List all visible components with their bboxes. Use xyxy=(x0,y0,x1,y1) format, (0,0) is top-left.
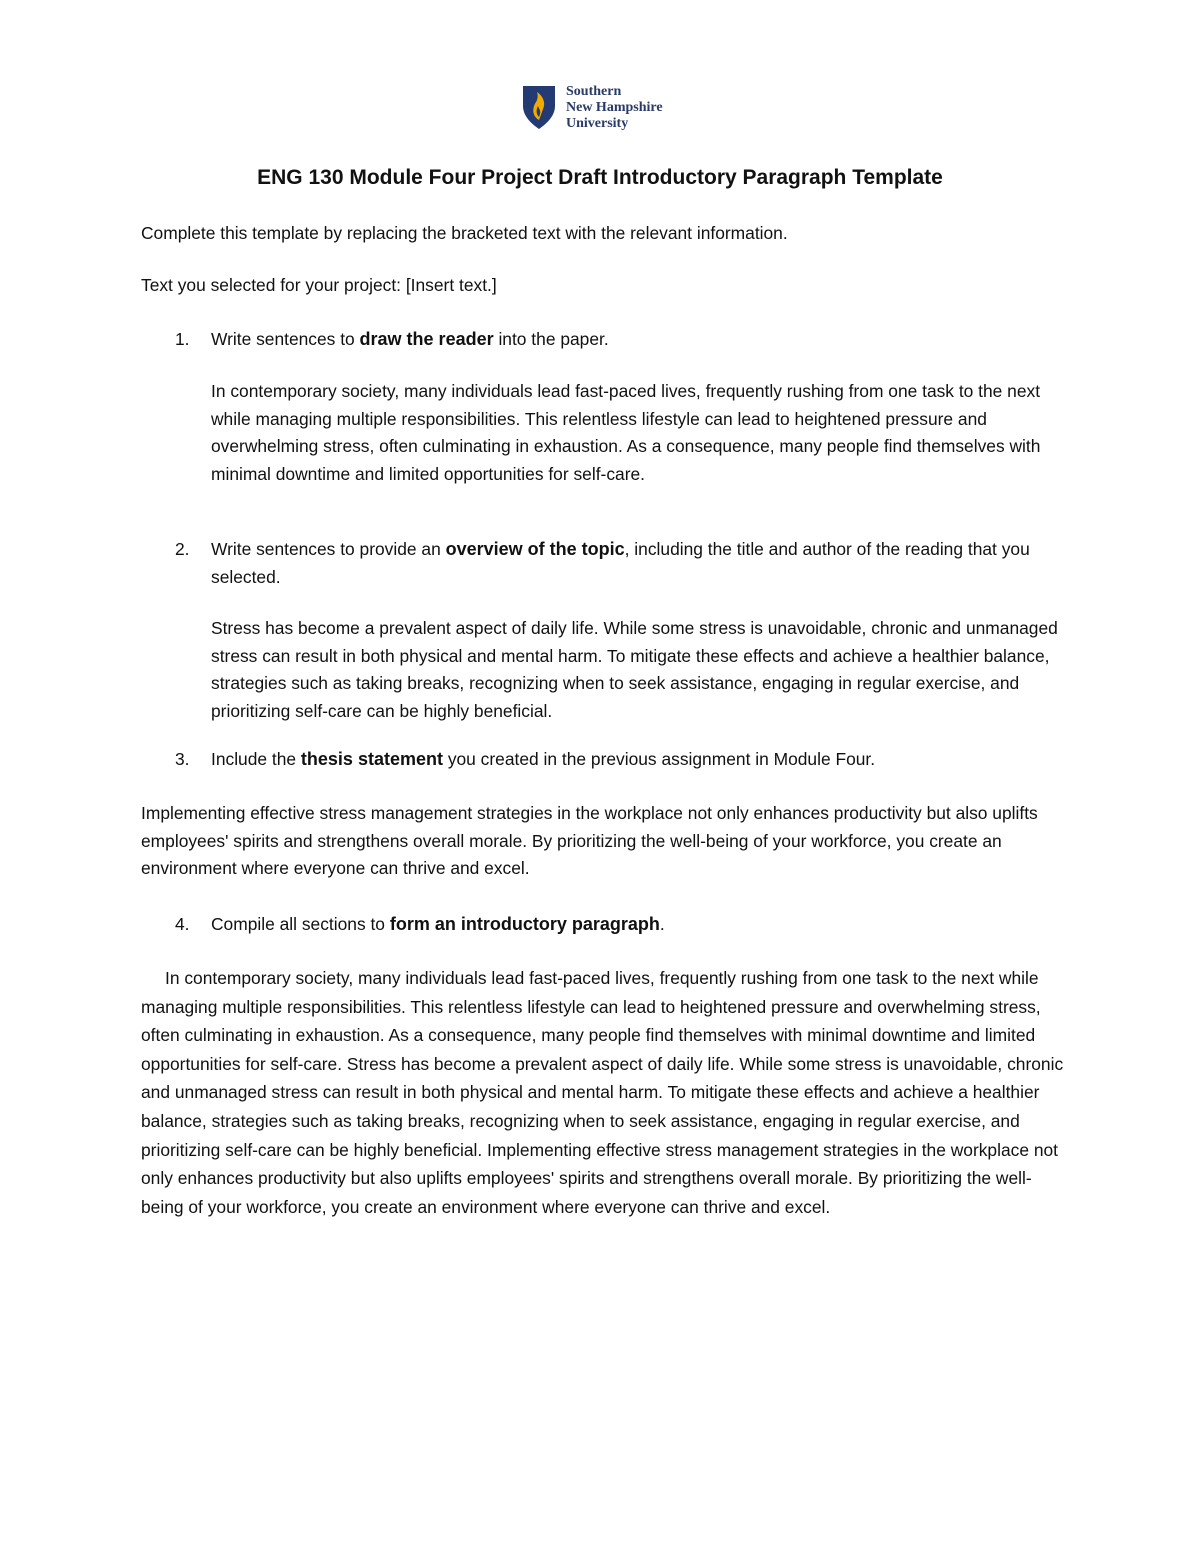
item-3-number: 3. xyxy=(175,749,190,769)
selected-text-line: Text you selected for your project: [Insert text.] xyxy=(141,275,497,295)
logo-line-1: Southern xyxy=(566,84,622,99)
item-2-answer: Stress has become a prevalent aspect of daily life. While some stress is unavoidable, chronic and unmanaged stress can result in both physical and mental harm. To mitigate these effects and achieve a healthier balance, strategies such as taking breaks, recognizing when to seek assistance, engaging in regular exercise, and prioritizing self-care can be highly beneficial. xyxy=(211,618,1058,721)
item-4-prompt-before: Compile all sections to xyxy=(211,914,390,934)
item-4-prompt-bold: form an introductory paragraph xyxy=(389,914,660,934)
item-1-number: 1. xyxy=(175,329,190,349)
university-logo xyxy=(521,84,701,134)
item-1-answer: In contemporary society, many individuals lead fast-paced lives, frequently rushing from one task to the next while managing multiple responsibilities. This relentless lifestyle can lead to heightened pressure and overwhelming stress, often culminating in exhaustion. As a consequence, many people find themselves with minimal downtime and limited opportunities for self-care. xyxy=(211,381,1041,484)
item-2-prompt-before: Write sentences to provide an xyxy=(211,539,446,559)
logo-line-3: University xyxy=(566,116,629,131)
logo-line-2: New Hampshire xyxy=(566,100,663,115)
page-title: ENG 130 Module Four Project Draft Introductory Paragraph Template xyxy=(257,166,943,189)
item-3-prompt-after: you created in the previous assignment in Module Four. xyxy=(442,749,876,769)
item-4-number: 4. xyxy=(175,914,190,934)
item-1-prompt-before: Write sentences to xyxy=(211,329,360,349)
item-2-prompt-bold: overview of the topic xyxy=(445,539,625,559)
item-2-number: 2. xyxy=(175,539,190,559)
item-4-answer: In contemporary society, many individuals lead fast-paced lives, frequently rushing from one task to the next while managing multiple responsibilities. This relentless lifestyle can lead to heightened pressure and overwhelming stress, often culminating in exhaustion. As a consequence, many people find themselves with minimal downtime and limited opportunities for self-care. Stress has become a prevalent aspect of daily life. While some stress is unavoidable, chronic and unmanaged stress can result in both physical and mental harm. To mitigate these effects and achieve a healthier balance, strategies such as taking breaks, recognizing when to seek assistance, engaging in regular exercise, and prioritizing self-care can be highly beneficial. Implementing effective stress management strategies in the workplace not only enhances productivity but also uplifts employees' spirits and strengthens overall morale. By prioritizing the well-being of your workforce, you create an environment where everyone can thrive and excel. xyxy=(141,968,1064,1217)
item-1-prompt-after: into the paper. xyxy=(493,329,609,349)
instructions-text: Complete this template by replacing the bracketed text with the relevant information. xyxy=(141,223,788,243)
item-2-prompt xyxy=(211,536,1071,591)
item-4-prompt-after: . xyxy=(659,914,665,934)
item-2-prompt-after: , including the title and author of the reading that you selected. xyxy=(211,539,1030,587)
logo-wordmark xyxy=(566,84,663,132)
item-3-prompt-before: Include the xyxy=(211,749,301,769)
item-4-prompt xyxy=(211,911,1091,939)
item-3-prompt xyxy=(211,746,1091,774)
item-1-prompt-bold: draw the reader xyxy=(359,329,494,349)
item-3-prompt-bold: thesis statement xyxy=(300,749,443,769)
item-1-prompt xyxy=(211,326,1091,354)
item-3-answer: Implementing effective stress management strategies in the workplace not only enhances productivity but also uplifts employees' spirits and strengthens overall morale. By prioritizing the well-being of your workforce, you create an environment where everyone can thrive and excel. xyxy=(141,803,1038,878)
snhu-shield-icon xyxy=(521,84,561,130)
